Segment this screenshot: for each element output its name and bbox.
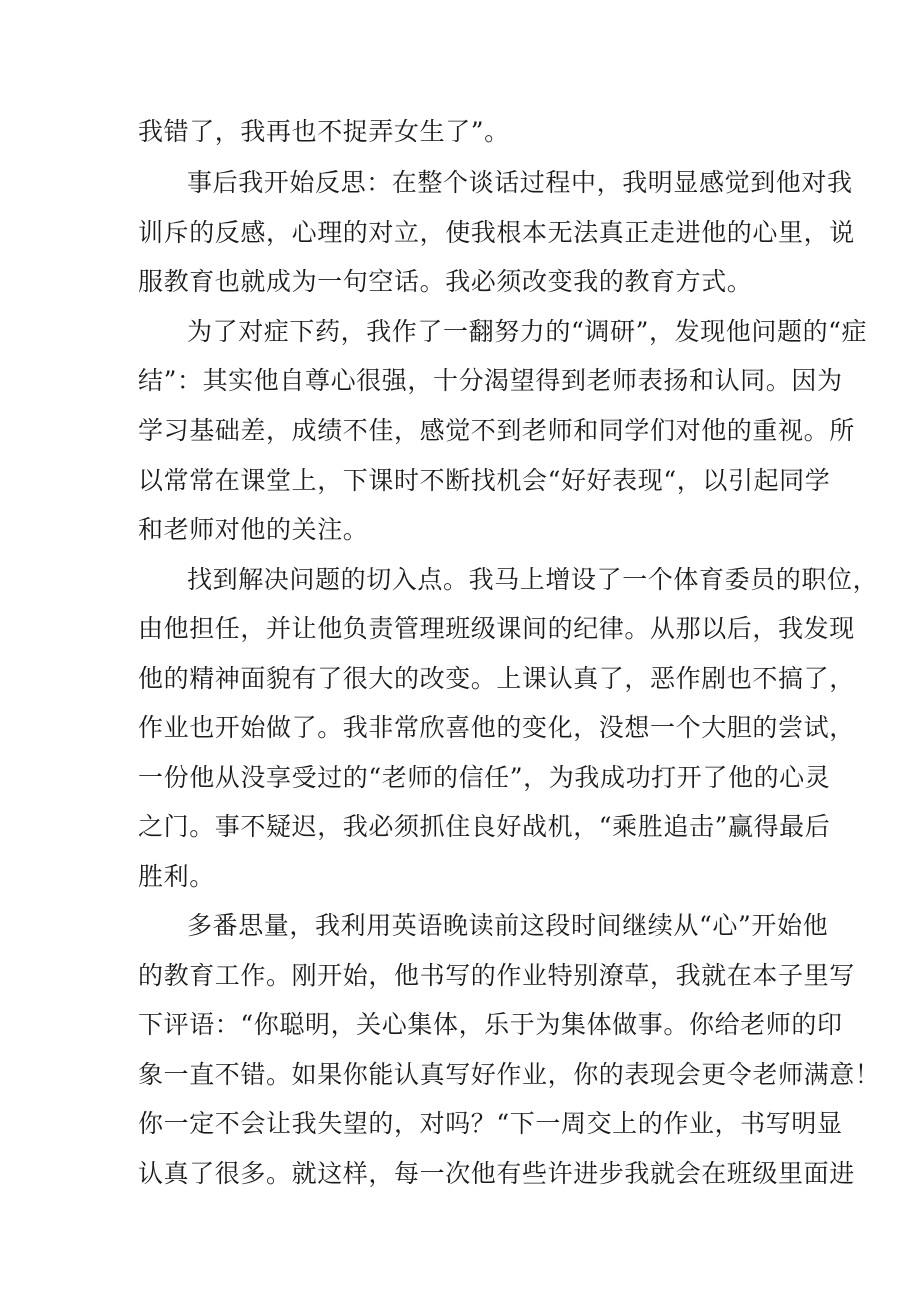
text-line: 训斥的反感，心理的对立，使我根本无法真正走进他的心里，说 <box>138 218 855 247</box>
text-line: 和老师对他的关注。 <box>138 515 369 544</box>
text-line: 之门。事不疑迟，我必须抓住良好战机，“乘胜追击”赢得最后 <box>138 812 831 841</box>
text-line: 你一定不会让我失望的，对吗？“下一周交上的作业，书写明显 <box>138 1109 843 1138</box>
paragraph-line: 找到解决问题的切入点。我马上增设了一个体育委员的职位， <box>187 565 879 594</box>
paragraph-line: 为了对症下药，我作了一翻努力的“调研”，发现他问题的“症 <box>187 317 868 346</box>
text-line: 一份他从没享受过的“老师的信任”，为我成功打开了他的心灵 <box>138 763 831 792</box>
text-line: 由他担任，并让他负责管理班级课间的纪律。从那以后，我发现 <box>138 614 855 643</box>
text-line: 下评语：“你聪明，关心集体，乐于为集体做事。你给老师的印 <box>138 1010 843 1039</box>
text-line: 以常常在课堂上，下课时不断找机会“好好表现“，以引起同学 <box>138 466 831 495</box>
text-line: 结”：其实他自尊心很强，十分渴望得到老师表扬和认同。因为 <box>138 366 843 395</box>
text-line: 学习基础差，成绩不佳，感觉不到老师和同学们对他的重视。所 <box>138 416 855 445</box>
text-line: 认真了很多。就这样，每一次他有些许进步我就会在班级里面进 <box>138 1159 855 1188</box>
text-line: 我错了，我再也不捉弄女生了”。 <box>138 117 510 146</box>
text-line: 胜利。 <box>138 862 215 891</box>
text-line: 象一直不错。如果你能认真写好作业，你的表现会更令老师满意！ <box>138 1060 881 1089</box>
text-line: 他的精神面貌有了很大的改变。上课认真了，恶作剧也不搞了， <box>138 664 855 693</box>
paragraph-line: 多番思量，我利用英语晚读前这段时间继续从“心”开始他 <box>187 911 829 940</box>
text-line: 的教育工作。刚开始，他书写的作业特别潦草，我就在本子里写 <box>138 961 855 990</box>
paragraph-line: 事后我开始反思：在整个谈话过程中，我明显感觉到他对我 <box>187 168 853 197</box>
text-line: 服教育也就成为一句空话。我必须改变我的教育方式。 <box>138 267 753 296</box>
text-line: 作业也开始做了。我非常欣喜他的变化，没想一个大胆的尝试， <box>138 713 855 742</box>
